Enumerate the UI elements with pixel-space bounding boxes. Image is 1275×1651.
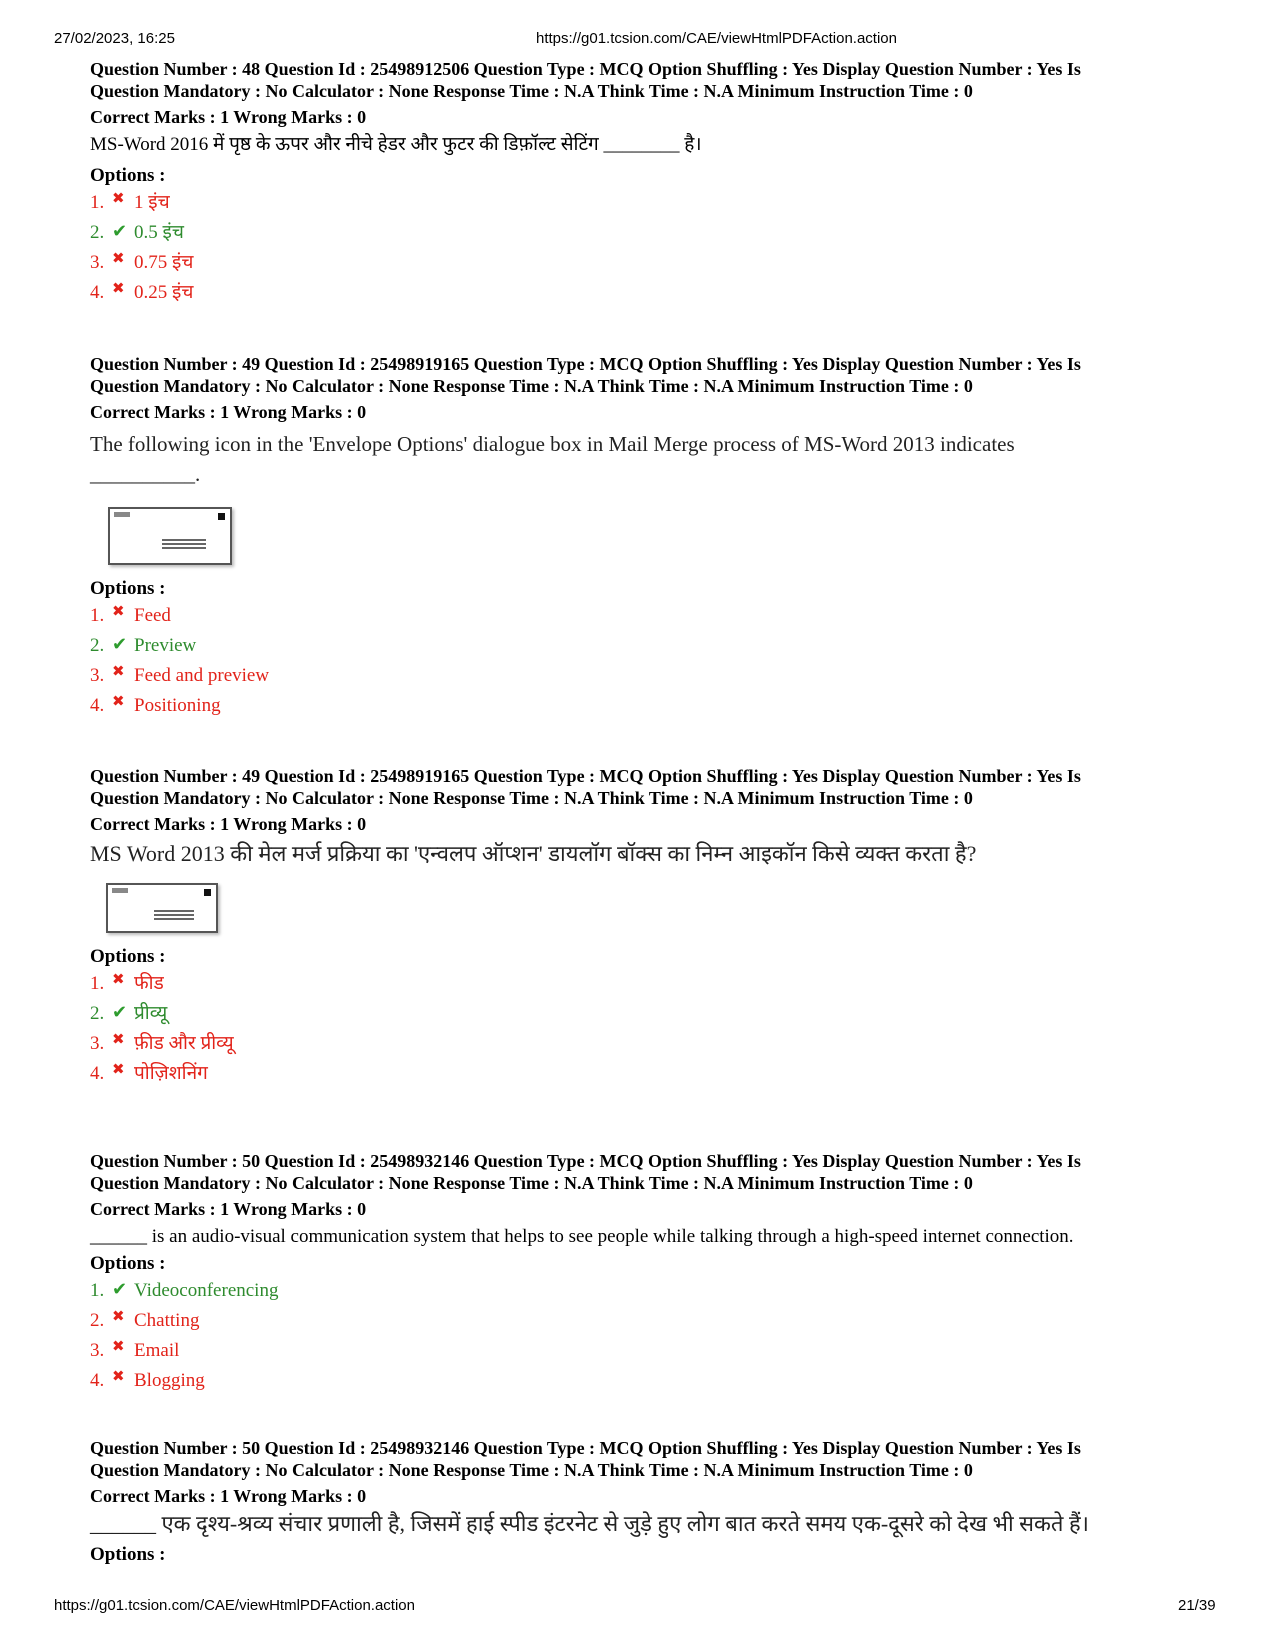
option-number: 1. (90, 1280, 105, 1301)
cross-icon: ✖ (112, 1369, 125, 1385)
question-block (90, 1150, 1200, 1396)
option-number: 3. (90, 252, 105, 273)
cross-icon: ✖ (112, 604, 125, 620)
cross-icon: ✖ (112, 281, 125, 297)
options-label: Options : (90, 946, 166, 967)
options-label: Options : (90, 1544, 166, 1565)
question-text: MS-Word 2016 में पृष्ठ के ऊपर और नीचे हेडर और फुटर की डिफ़ॉल्ट सेटिंग ________ है। (90, 134, 702, 155)
option-item (90, 1306, 1200, 1336)
option-item (90, 969, 1200, 999)
question-meta-line-2: Question Mandatory : No Calculator : None Response Time : N.A Think Time : N.A Minimum Instruction Time : 0 (90, 376, 973, 396)
option-text: Preview (134, 635, 197, 656)
cross-icon: ✖ (112, 1339, 125, 1355)
option-item (90, 218, 1200, 248)
question-text: ______ एक दृश्य-श्रव्य संचार प्रणाली है, जिसमें हाई स्पीड इंटरनेट से जुड़े हुए लोग बात करते समय एक-दूसरे को देख भी सकते हैं। (90, 1511, 1089, 1536)
option-number: 4. (90, 1063, 105, 1084)
option-number: 1. (90, 192, 105, 213)
options-label: Options : (90, 1253, 166, 1274)
option-number: 3. (90, 1033, 105, 1054)
option-number: 3. (90, 1340, 105, 1361)
option-text: Chatting (134, 1310, 200, 1331)
option-text: 0.75 इंच (134, 252, 194, 273)
option-item (90, 1336, 1200, 1366)
question-meta-line-1: Question Number : 49 Question Id : 25498919165 Question Type : MCQ Option Shuffling : Yes Display Question Number : Yes Is (90, 354, 1081, 374)
option-text: Videoconferencing (134, 1280, 279, 1301)
check-icon: ✔ (112, 1002, 128, 1022)
cross-icon: ✖ (112, 664, 125, 680)
option-text: Blogging (134, 1370, 205, 1391)
option-item (90, 248, 1200, 278)
question-block (90, 58, 1200, 308)
cross-icon: ✖ (112, 972, 125, 988)
question-marks: Correct Marks : 1 Wrong Marks : 0 (90, 1199, 367, 1219)
cross-icon: ✖ (112, 251, 125, 267)
print-datetime: 27/02/2023, 16:25 (54, 30, 175, 47)
option-number: 4. (90, 1370, 105, 1391)
option-text: फीड (134, 973, 164, 994)
option-number: 2. (90, 635, 105, 656)
option-item (90, 999, 1200, 1029)
question-text: The following icon in the 'Envelope Options' dialogue box in Mail Merge process of MS-Word 2013 indicates (90, 432, 1015, 456)
option-number: 1. (90, 973, 105, 994)
check-icon: ✔ (112, 221, 128, 241)
option-item (90, 691, 1200, 721)
question-marks: Correct Marks : 1 Wrong Marks : 0 (90, 402, 367, 422)
question-block (90, 353, 1200, 721)
option-item (90, 661, 1200, 691)
option-text: Feed (134, 605, 171, 626)
question-meta-line-2: Question Mandatory : No Calculator : None Response Time : N.A Think Time : N.A Minimum Instruction Time : 0 (90, 788, 973, 808)
question-text: ______ is an audio-visual communication system that helps to see people while talking through a high-speed internet connection. (90, 1226, 1074, 1247)
question-marks: Correct Marks : 1 Wrong Marks : 0 (90, 1486, 367, 1506)
option-number: 1. (90, 605, 105, 626)
cross-icon: ✖ (112, 694, 125, 710)
option-item (90, 1059, 1200, 1089)
option-item (90, 1276, 1200, 1306)
print-footer-url: https://g01.tcsion.com/CAE/viewHtmlPDFAction.action (54, 1597, 415, 1614)
option-text: Feed and preview (134, 665, 270, 686)
option-text: Positioning (134, 695, 221, 716)
question-block (90, 765, 1200, 1089)
question-text: MS Word 2013 की मेल मर्ज प्रक्रिया का 'एन्वलप ऑप्शन' डायलॉग बॉक्स का निम्न आइकॉन किसे व्यक्त करता है? (90, 841, 977, 866)
option-item (90, 1029, 1200, 1059)
question-meta-line-1: Question Number : 50 Question Id : 25498932146 Question Type : MCQ Option Shuffling : Yes Display Question Number : Yes Is (90, 1438, 1081, 1458)
question-marks: Correct Marks : 1 Wrong Marks : 0 (90, 107, 367, 127)
option-text: Email (134, 1340, 180, 1361)
option-text: फ़ीड और प्रीव्यू (134, 1033, 234, 1054)
option-item (90, 1366, 1200, 1396)
option-item (90, 631, 1200, 661)
check-icon: ✔ (112, 634, 128, 654)
question-meta-line-1: Question Number : 49 Question Id : 25498919165 Question Type : MCQ Option Shuffling : Yes Display Question Number : Yes Is (90, 766, 1081, 786)
option-number: 3. (90, 665, 105, 686)
question-meta-line-2: Question Mandatory : No Calculator : None Response Time : N.A Think Time : N.A Minimum Instruction Time : 0 (90, 81, 973, 101)
question-meta-line-2: Question Mandatory : No Calculator : None Response Time : N.A Think Time : N.A Minimum Instruction Time : 0 (90, 1173, 973, 1193)
cross-icon: ✖ (112, 1062, 125, 1078)
print-header-url: https://g01.tcsion.com/CAE/viewHtmlPDFAction.action (536, 30, 897, 47)
option-text: पोज़िशनिंग (134, 1063, 208, 1084)
page-number: 21/39 (1178, 1597, 1216, 1614)
cross-icon: ✖ (112, 1309, 125, 1325)
options-label: Options : (90, 578, 166, 599)
question-text-blank: __________. (90, 462, 201, 486)
envelope-feed-icon (106, 883, 218, 933)
option-text: 0.25 इंच (134, 282, 194, 303)
option-number: 4. (90, 695, 105, 716)
cross-icon: ✖ (112, 191, 125, 207)
option-item (90, 278, 1200, 308)
question-marks: Correct Marks : 1 Wrong Marks : 0 (90, 814, 367, 834)
check-icon: ✔ (112, 1279, 128, 1299)
option-text: प्रीव्यू (134, 1003, 168, 1024)
cross-icon: ✖ (112, 1032, 125, 1048)
option-text: 1 इंच (134, 192, 170, 213)
option-item (90, 601, 1200, 631)
option-text: 0.5 इंच (134, 222, 184, 243)
option-number: 2. (90, 1003, 105, 1024)
option-number: 4. (90, 282, 105, 303)
options-label: Options : (90, 165, 166, 186)
option-number: 2. (90, 1310, 105, 1331)
question-block (90, 1437, 1200, 1567)
question-meta-line-1: Question Number : 50 Question Id : 25498932146 Question Type : MCQ Option Shuffling : Yes Display Question Number : Yes Is (90, 1151, 1081, 1171)
question-meta-line-2: Question Mandatory : No Calculator : None Response Time : N.A Think Time : N.A Minimum Instruction Time : 0 (90, 1460, 973, 1480)
question-meta-line-1: Question Number : 48 Question Id : 25498912506 Question Type : MCQ Option Shuffling : Yes Display Question Number : Yes Is (90, 59, 1081, 79)
option-number: 2. (90, 222, 105, 243)
envelope-feed-icon (108, 507, 232, 565)
option-item (90, 188, 1200, 218)
